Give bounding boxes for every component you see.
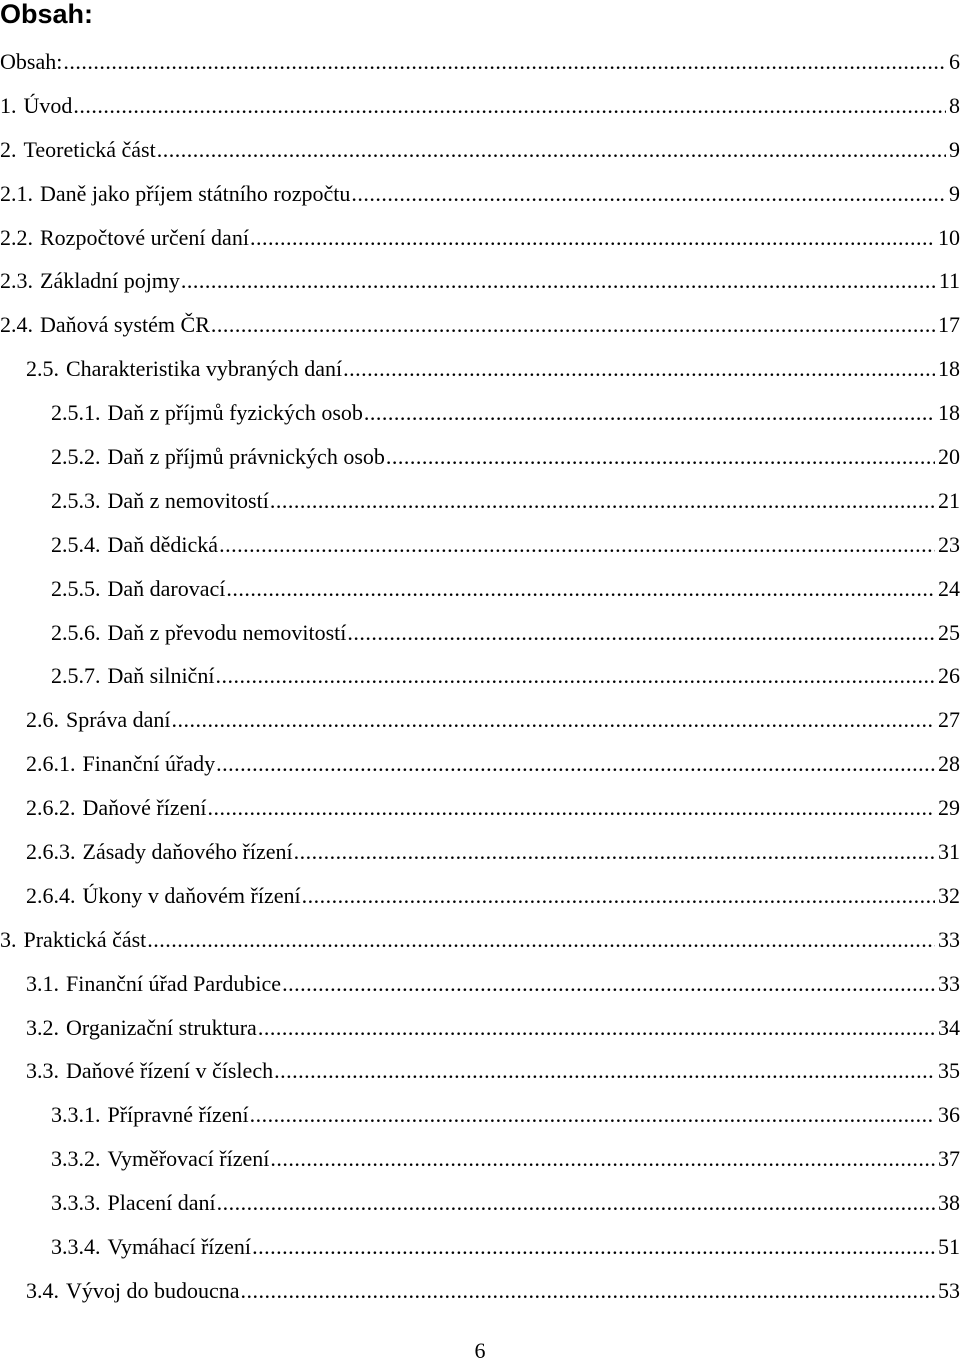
toc-entry-title: Daň z převodu nemovitostí [107, 619, 347, 645]
toc-entry-page: 38 [938, 1190, 960, 1216]
toc-entry-number: 2.1. [0, 180, 33, 206]
toc-entry-title: Teoretická část [23, 136, 156, 162]
toc-entry-dot-leader [252, 1225, 935, 1269]
toc-entry[interactable] [0, 1006, 960, 1050]
toc-entry-title: Základní pojmy [40, 268, 180, 294]
toc-entry-dot-leader [217, 1181, 935, 1225]
toc-entry-page: 53 [938, 1277, 960, 1303]
toc-entry-page: 17 [938, 312, 960, 338]
toc-entry-dot-leader [364, 391, 935, 435]
toc-entry-dot-leader [270, 1137, 935, 1181]
toc-entry[interactable] [0, 479, 960, 523]
toc-entry-page: 25 [938, 619, 960, 645]
toc-entry-title: Daň dědická [107, 531, 219, 557]
toc-entry-dot-leader [216, 742, 935, 786]
toc-entry[interactable] [0, 962, 960, 1006]
toc-entry-title: Daň z příjmů fyzických osob [107, 400, 363, 426]
toc-entry-number: 2.5.3. [51, 487, 101, 513]
toc-entry-dot-leader [181, 259, 936, 303]
toc-entry-page: 28 [938, 751, 960, 777]
toc-entry-title: Placení daní [107, 1190, 216, 1216]
toc-entry-page: 9 [949, 136, 960, 162]
toc-entry-title: Obsah: [0, 49, 63, 74]
toc-entry-title: Daňové řízení v číslech [66, 1058, 274, 1084]
toc-entry-dot-leader [211, 303, 935, 347]
toc-entry[interactable] [0, 40, 960, 84]
toc-entry[interactable] [0, 435, 960, 479]
toc-entry-dot-leader [351, 172, 946, 216]
toc-entry[interactable] [0, 128, 960, 172]
toc-entry-title: Organizační struktura [66, 1014, 257, 1040]
table-of-contents [0, 40, 960, 1313]
toc-entry-title: Úkony v daňovém řízení [82, 882, 301, 908]
toc-entry-title: Daňová systém ČR [40, 312, 210, 338]
toc-entry-title: Úvod [23, 92, 73, 118]
toc-entry-number: 1. [0, 92, 17, 118]
toc-entry-dot-leader [215, 654, 935, 698]
toc-entry-dot-leader [171, 698, 935, 742]
toc-entry-title: Daň silniční [107, 663, 215, 689]
toc-entry-number: 3.3.1. [51, 1102, 101, 1128]
toc-entry-dot-leader [208, 786, 936, 830]
toc-entry-dot-leader [241, 1269, 935, 1313]
toc-entry-page: 29 [938, 795, 960, 821]
toc-entry-number: 2.2. [0, 224, 33, 250]
page-title: Obsah: [0, 0, 94, 29]
toc-entry-title: Přípravné řízení [107, 1102, 249, 1128]
toc-entry-number: 2.4. [0, 312, 33, 338]
toc-entry-title: Daň z příjmů právnických osob [107, 444, 385, 470]
toc-entry-page: 20 [938, 444, 960, 470]
toc-entry-page: 18 [938, 400, 960, 426]
toc-entry-number: 2.5.6. [51, 619, 101, 645]
toc-entry[interactable] [0, 259, 960, 303]
toc-entry-page: 33 [938, 970, 960, 996]
toc-entry-title: Rozpočtové určení daní [40, 224, 249, 250]
toc-entry-page: 27 [938, 707, 960, 733]
toc-entry[interactable] [0, 654, 960, 698]
toc-entry-page: 23 [938, 531, 960, 557]
toc-entry-title: Vývoj do budoucna [66, 1277, 240, 1303]
toc-entry[interactable] [0, 567, 960, 611]
toc-entry-dot-leader [347, 611, 935, 655]
toc-entry-page: 26 [938, 663, 960, 689]
toc-entry-dot-leader [250, 216, 935, 260]
toc-entry-page: 51 [938, 1234, 960, 1260]
toc-entry[interactable] [0, 391, 960, 435]
toc-entry-number: 3. [0, 926, 17, 952]
toc-entry-title: Zásady daňového řízení [82, 839, 293, 865]
toc-entry-number: 3.4. [26, 1277, 59, 1303]
toc-entry-number: 3.1. [26, 970, 59, 996]
toc-entry-number: 2.5.5. [51, 575, 101, 601]
toc-entry-number: 3.3.3. [51, 1190, 101, 1216]
toc-entry-dot-leader [270, 479, 935, 523]
toc-entry-page: 18 [938, 356, 960, 382]
toc-entry[interactable] [0, 84, 960, 128]
toc-entry[interactable] [0, 742, 960, 786]
toc-entry-dot-leader [157, 128, 946, 172]
toc-entry[interactable] [0, 216, 960, 260]
toc-entry[interactable] [0, 523, 960, 567]
toc-entry[interactable] [0, 830, 960, 874]
toc-entry[interactable] [0, 786, 960, 830]
toc-entry-dot-leader [302, 874, 935, 918]
toc-entry-page: 11 [938, 268, 960, 294]
toc-entry[interactable] [0, 1049, 960, 1093]
toc-entry-page: 32 [938, 882, 960, 908]
toc-entry-page: 31 [938, 839, 960, 865]
page-number: 6 [474, 1338, 486, 1363]
toc-entry-page: 33 [938, 926, 960, 952]
toc-entry-page: 36 [938, 1102, 960, 1128]
toc-entry[interactable] [0, 918, 960, 962]
toc-entry-dot-leader [219, 523, 935, 567]
toc-entry-number: 3.2. [26, 1014, 59, 1040]
toc-entry[interactable] [0, 1181, 960, 1225]
toc-entry-number: 2.5. [26, 356, 59, 382]
toc-entry-title: Daň z nemovitostí [107, 487, 269, 513]
toc-entry-number: 2.6.2. [26, 795, 76, 821]
toc-entry-number: 2.6.4. [26, 882, 76, 908]
toc-entry[interactable] [0, 611, 960, 655]
toc-entry-page: 24 [938, 575, 960, 601]
toc-entry-title: Finanční úřad Pardubice [66, 970, 282, 996]
toc-entry-dot-leader [73, 84, 946, 128]
toc-entry-page: 9 [949, 180, 960, 206]
toc-entry[interactable] [0, 698, 960, 742]
toc-entry-title: Finanční úřady [82, 751, 216, 777]
toc-entry[interactable] [0, 1269, 960, 1313]
toc-entry-page: 37 [938, 1146, 960, 1172]
toc-entry-number: 2.5.2. [51, 444, 101, 470]
toc-entry-dot-leader [258, 1006, 935, 1050]
toc-entry-page: 10 [938, 224, 960, 250]
toc-entry-dot-leader [274, 1049, 935, 1093]
toc-entry-number: 2.6.3. [26, 839, 76, 865]
toc-entry-title: Charakteristika vybraných daní [66, 356, 343, 382]
toc-entry-number: 2.6. [26, 707, 59, 733]
toc-entry-number: 2. [0, 136, 17, 162]
toc-entry[interactable] [0, 874, 960, 918]
toc-entry-title: Daň darovací [107, 575, 226, 601]
toc-entry-title: Vyměřovací řízení [107, 1146, 270, 1172]
toc-entry-number: 2.6.1. [26, 751, 76, 777]
toc-entry-number: 3.3.4. [51, 1234, 101, 1260]
toc-entry-dot-leader [63, 40, 946, 84]
toc-entry-number: 2.5.4. [51, 531, 101, 557]
toc-entry-title: Daně jako příjem státního rozpočtu [40, 180, 351, 206]
toc-entry-number: 2.5.7. [51, 663, 101, 689]
toc-entry-dot-leader [250, 1093, 935, 1137]
toc-entry-page: 34 [938, 1014, 960, 1040]
toc-entry-number: 2.3. [0, 268, 33, 294]
toc-entry[interactable] [0, 1093, 960, 1137]
toc-entry-dot-leader [343, 347, 935, 391]
toc-entry-title: Vymáhací řízení [107, 1234, 252, 1260]
toc-entry[interactable] [0, 172, 960, 216]
toc-entry-dot-leader [226, 567, 935, 611]
toc-entry-page: 35 [938, 1058, 960, 1084]
toc-entry[interactable] [0, 1225, 960, 1269]
toc-entry-dot-leader [294, 830, 935, 874]
toc-entry-number: 3.3. [26, 1058, 59, 1084]
toc-entry-dot-leader [282, 962, 935, 1006]
toc-entry-page: 8 [949, 92, 960, 118]
toc-entry-title: Správa daní [66, 707, 171, 733]
toc-entry[interactable] [0, 1137, 960, 1181]
toc-entry-dot-leader [386, 435, 935, 479]
toc-entry-number: 2.5.1. [51, 400, 101, 426]
toc-entry-title: Daňové řízení [82, 795, 207, 821]
toc-entry-page: 21 [938, 487, 960, 513]
toc-entry-title: Praktická část [23, 926, 147, 952]
toc-entry[interactable] [0, 303, 960, 347]
toc-entry-page: 6 [949, 49, 960, 74]
toc-entry-dot-leader [147, 918, 935, 962]
toc-entry-number: 3.3.2. [51, 1146, 101, 1172]
toc-entry[interactable] [0, 347, 960, 391]
